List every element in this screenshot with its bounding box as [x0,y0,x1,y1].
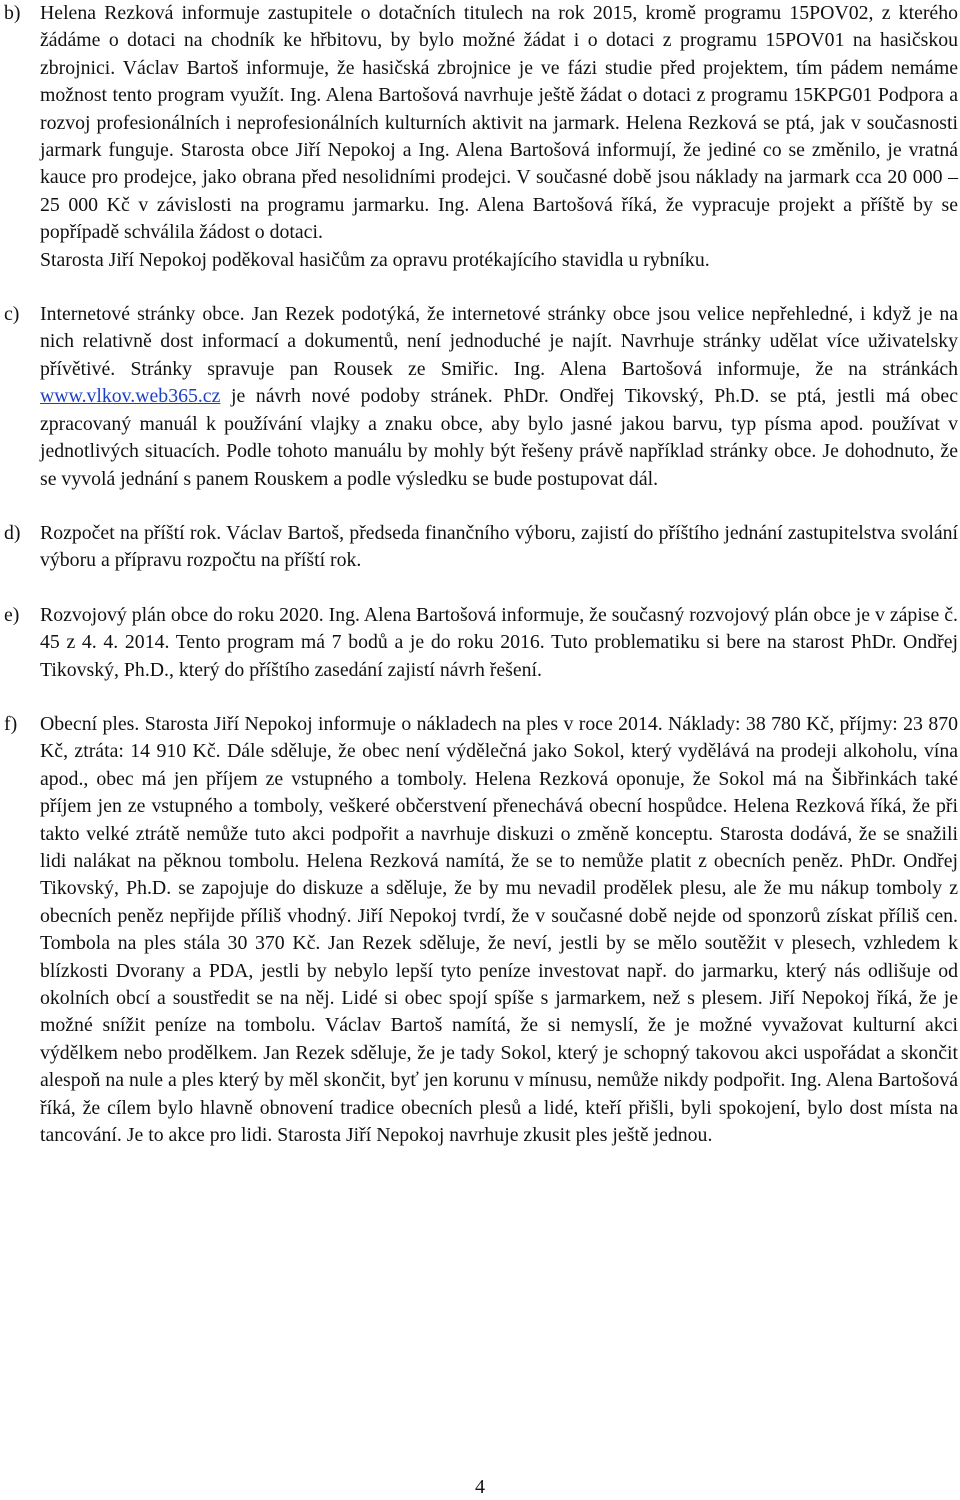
website-link[interactable]: www.vlkov.web365.cz [40,385,221,408]
page-number: 4 [475,1476,485,1498]
section-marker: d) [4,521,21,544]
section-b [4,0,958,274]
section-f [4,711,958,1150]
section-c-text-before-link: Internetové stránky obce. Jan Rezek podotýká, že internetové stránky obce jsou velice nepřehledné, i když je na nich relativně dost informací a dokumentů, není jednoduché je najít. Navrhuje stránky udělat více uživatelsky přívětivé. Stránky spravuje pan Rousek ze Smiřic. Ing. Alena Bartošová informuje, že na stránkách [40,303,958,380]
section-b-paragraph: Helena Rezková informuje zastupitele o dotačních titulech na rok 2015, kromě programu 15POV02, z kterého žádáme o dotaci na chodník ke hřbitovu, by bylo možné žádat i o dotaci z programu 15POV01 na hasičskou zbrojnici. Václav Bartoš informuje, že hasičská zbrojnice je ve fázi studie před projektem, tím pádem nemáme možnost tento program využít. Ing. Alena Bartošová navrhuje ještě žádat o dotaci z programu 15KPG01 Podpora a rozvoj profesionálních i neprofesionálních kulturních aktivit na jarmark. Helena Rezková se ptá, jak v současnosti jarmark funguje. Starosta obce Jiří Nepokoj a Ing. Alena Bartošová informují, že jediné co se změnilo, je vratná kauce pro prodejce, jako obrana před nesolidními prodejci. V současné době jsou náklady na jarmark cca 20 000 – 25 000 Kč v závislosti na programu jarmarku. Ing. Alena Bartošová říká, že vypracuje projekt a příště by se popřípadě schválila žádost o dotaci. [40,2,958,244]
section-marker: c) [4,303,20,326]
section-marker: e) [4,603,20,626]
section-f-paragraph: Obecní ples. Starosta Jiří Nepokoj informuje o nákladech na ples v roce 2014. Náklady: 38 780 Kč, příjmy: 23 870 Kč, ztráta: 14 910 Kč. Dále sděluje, že obec není výdělečná jako Sokol, který vydělává na prodeji alkoholu, vína apod., obec má jen příjem ze vstupného a tomboly. Helena Rezková oponuje, že Sokol má na Šibřinkách také příjem jen ze vstupného a tomboly, veškeré občerstvení přenechává obecní hospůdce. Helena Rezková říká, že při takto velké ztrátě nemůže tuto akci podpořit a navrhuje diskuzi o změně konceptu. Starosta dodává, že se snažili lidi nalákat na pěknou tombolu. Helena Rezková namítá, že se to nemůže platit z obecních peněz. PhDr. Ondřej Tikovský, Ph.D. se zapojuje do diskuze a sděluje, že by mu nevadil prodělek plesu, ale že mu nákup tomboly z obecních peněz nepřijde příliš vhodný. Jiří Nepokoj tvrdí, že v současné době nejde od sponzorů získat příliš cen. Tombola na ples stála 30 370 Kč. Jan Rezek sděluje, že neví, jestli by se mělo soutěžit v plesech, vzhledem k blízkosti Dvorany a PDA, jestli by nebylo lepší tyto peníze investovat např. do jarmarku, který nás odlišuje od okolních obcí a soustředit se na něj. Lidé si obec spojí spíše s jarmarkem, než s plesem. Jiří Nepokoj říká, že je možné snížit peníze na tombolu. Václav Bartoš namítá, že si nemyslí, že je možné vyvažovat kulturní akci výdělkem nebo prodělkem. Jan Rezek sděluje, že je tady Sokol, který je schopný takovou akci uspořádat a skončit alespoň na nule a ples který by měl skončit, byť jen korunu v mínusu, nemůže nikdy podpořit. Ing. Alena Bartošová říká, že cílem bylo hlavně obnovení tradice obecních plesů a lidé, kteří přišli, byli spokojení, bylo dost místa na tancování. Je to akce pro lidi. Starosta Jiří Nepokoj navrhuje zkusit ples ještě jednou. [40,712,958,1147]
section-d [4,520,958,575]
section-c-text-after-link: je návrh nové podoby stránek. PhDr. Ondřej Tikovský, Ph.D. se ptá, jestli má obec zpracovaný manuál k používání vlajky a znaku obce, aby bylo jasné jakou barvu, typ písma apod. používat v jednotlivých situacích. Podle tohoto manuálu by mohly být řešeny právě například stránky obce. Je dohodnuto, že se vyvolá jednání s panem Rouskem a podle výsledku se bude postupovat dál. [40,385,958,490]
section-d-paragraph: Rozpočet na příští rok. Václav Bartoš, předseda finančního výboru, zajistí do příštího jednání zastupitelstva svolání výboru a přípravu rozpočtu na příští rok. [40,521,958,572]
section-c-paragraph [40,301,958,493]
section-e [4,602,958,684]
section-c [4,301,958,493]
section-marker: f) [4,712,18,735]
section-marker: b) [4,2,21,24]
section-e-paragraph: Rozvojový plán obce do roku 2020. Ing. Alena Bartošová informuje, že současný rozvojový plán obce je v zápise č. 45 z 4. 4. 2014. Tento program má 7 bodů a je do roku 2016. Tuto problematiku si bere na starost PhDr. Ondřej Tikovský, Ph.D., který do příštího zasedání zajistí návrh řešení. [40,603,958,681]
section-b-closing-paragraph: Starosta Jiří Nepokoj poděkoval hasičům za opravu protékajícího stavidla u rybníku. [40,248,710,271]
